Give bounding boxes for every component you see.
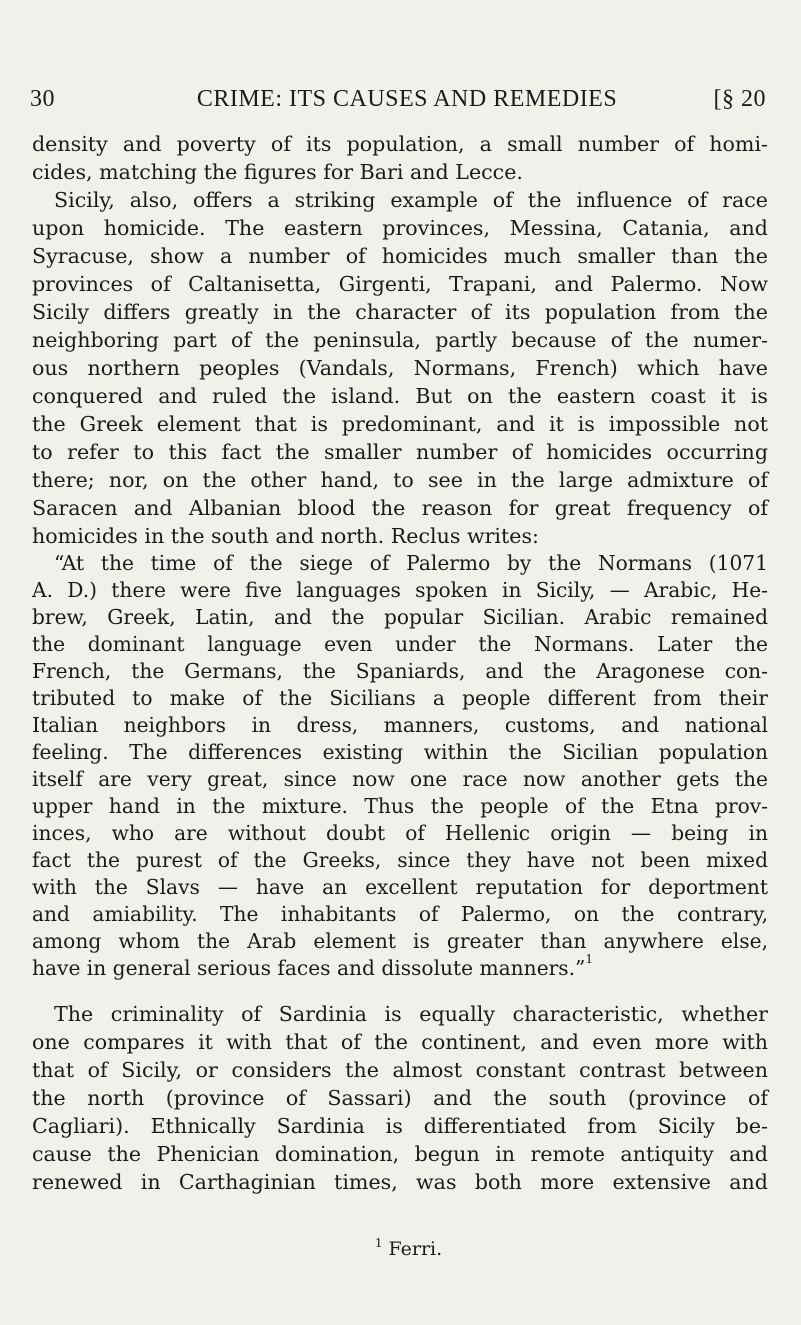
text-line: the Greek element that is predominant, and it is impossible not xyxy=(32,412,768,436)
text-line: that of Sicily, or considers the almost constant contrast between xyxy=(32,1058,768,1082)
quote-line: tributed to make of the Sicilians a people different from their xyxy=(32,686,768,710)
quote-line: Italian neighbors in dress, manners, customs, and national xyxy=(32,713,768,737)
text-line: conquered and ruled the island. But on the eastern coast it is xyxy=(32,384,768,408)
text-line: neighboring part of the peninsula, partly because of the numer- xyxy=(32,328,768,352)
paragraph-gap xyxy=(32,982,768,1000)
paragraph-1 xyxy=(32,130,768,186)
text-line: density and poverty of its population, a small number of homi- xyxy=(32,132,768,156)
quote-line: and amiability. The inhabitants of Palermo, on the contrary, xyxy=(32,902,768,926)
text-line: Sicily, also, offers a striking example of the influence of race xyxy=(54,188,768,212)
text-line: The criminality of Sardinia is equally characteristic, whether xyxy=(54,1002,768,1026)
quote-line: with the Slavs — have an excellent reputation for deportment xyxy=(32,875,768,899)
text-line: cause the Phenician domination, begun in remote antiquity and xyxy=(32,1142,768,1166)
text-line: renewed in Carthaginian times, was both more extensive and xyxy=(32,1170,768,1194)
quote-line: among whom the Arab element is greater than anywhere else, xyxy=(32,929,768,953)
text-line: Saracen and Albanian blood the reason for great frequency of xyxy=(32,496,768,520)
text-line: upon homicide. The eastern provinces, Messina, Catania, and xyxy=(32,216,768,240)
text-line: ous northern peoples (Vandals, Normans, French) which have xyxy=(32,356,768,380)
quote-line: the dominant language even under the Normans. Later the xyxy=(32,632,768,656)
running-title: CRIME: ITS CAUSES AND REMEDIES xyxy=(196,86,618,112)
paragraph-3 xyxy=(32,1000,768,1196)
quote-line: inces, who are without doubt of Hellenic origin — being in xyxy=(32,821,768,845)
paragraph-2 xyxy=(32,186,768,550)
quote-line xyxy=(32,952,768,982)
text-line: one compares it with that of the continent, and even more with xyxy=(32,1030,768,1054)
quote-line: A. D.) there were five languages spoken in Sicily, — Arabic, He- xyxy=(32,578,768,602)
text-line: to refer to this fact the smaller number of homicides occurring xyxy=(32,440,768,464)
running-header xyxy=(30,86,770,118)
text-line: Sicily differs greatly in the character of its population from the xyxy=(32,300,768,324)
text-line: provinces of Caltanisetta, Girgenti, Trapani, and Palermo. Now xyxy=(32,272,768,296)
text-line: Syracuse, show a number of homicides much smaller than the xyxy=(32,244,768,268)
footnote xyxy=(0,1238,801,1260)
quote-line: brew, Greek, Latin, and the popular Sicilian. Arabic remained xyxy=(32,605,768,629)
quote-line: itself are very great, since now one race now another gets the xyxy=(32,767,768,791)
quote-final-text: have in general serious faces and dissolute manners.” xyxy=(32,956,586,980)
section-reference: [§ 20 xyxy=(713,86,766,112)
footnote-text: Ferri. xyxy=(388,1238,443,1260)
body-text xyxy=(32,130,768,1196)
quote-line: feeling. The differences existing within the Sicilian population xyxy=(32,740,768,764)
text-line: there; nor, on the other hand, to see in the large admixture of xyxy=(32,468,768,492)
page-number: 30 xyxy=(30,86,55,112)
block-quote xyxy=(32,550,768,982)
quote-line: fact the purest of the Greeks, since they have not been mixed xyxy=(32,848,768,872)
text-line: homicides in the south and north. Reclus writes: xyxy=(32,524,539,548)
quote-line: “At the time of the siege of Palermo by the Normans (1071 xyxy=(54,551,768,575)
text-line: the north (province of Sassari) and the south (province of xyxy=(32,1086,768,1110)
quote-line: upper hand in the mixture. Thus the people of the Etna prov- xyxy=(32,794,768,818)
text-line: cides, matching the figures for Bari and Lecce. xyxy=(32,160,523,184)
footnote-reference: 1 xyxy=(585,952,594,966)
text-line: Cagliari). Ethnically Sardinia is differentiated from Sicily be- xyxy=(32,1114,768,1138)
footnote-mark: 1 xyxy=(374,1236,383,1250)
quote-line: French, the Germans, the Spaniards, and the Aragonese con- xyxy=(32,659,768,683)
